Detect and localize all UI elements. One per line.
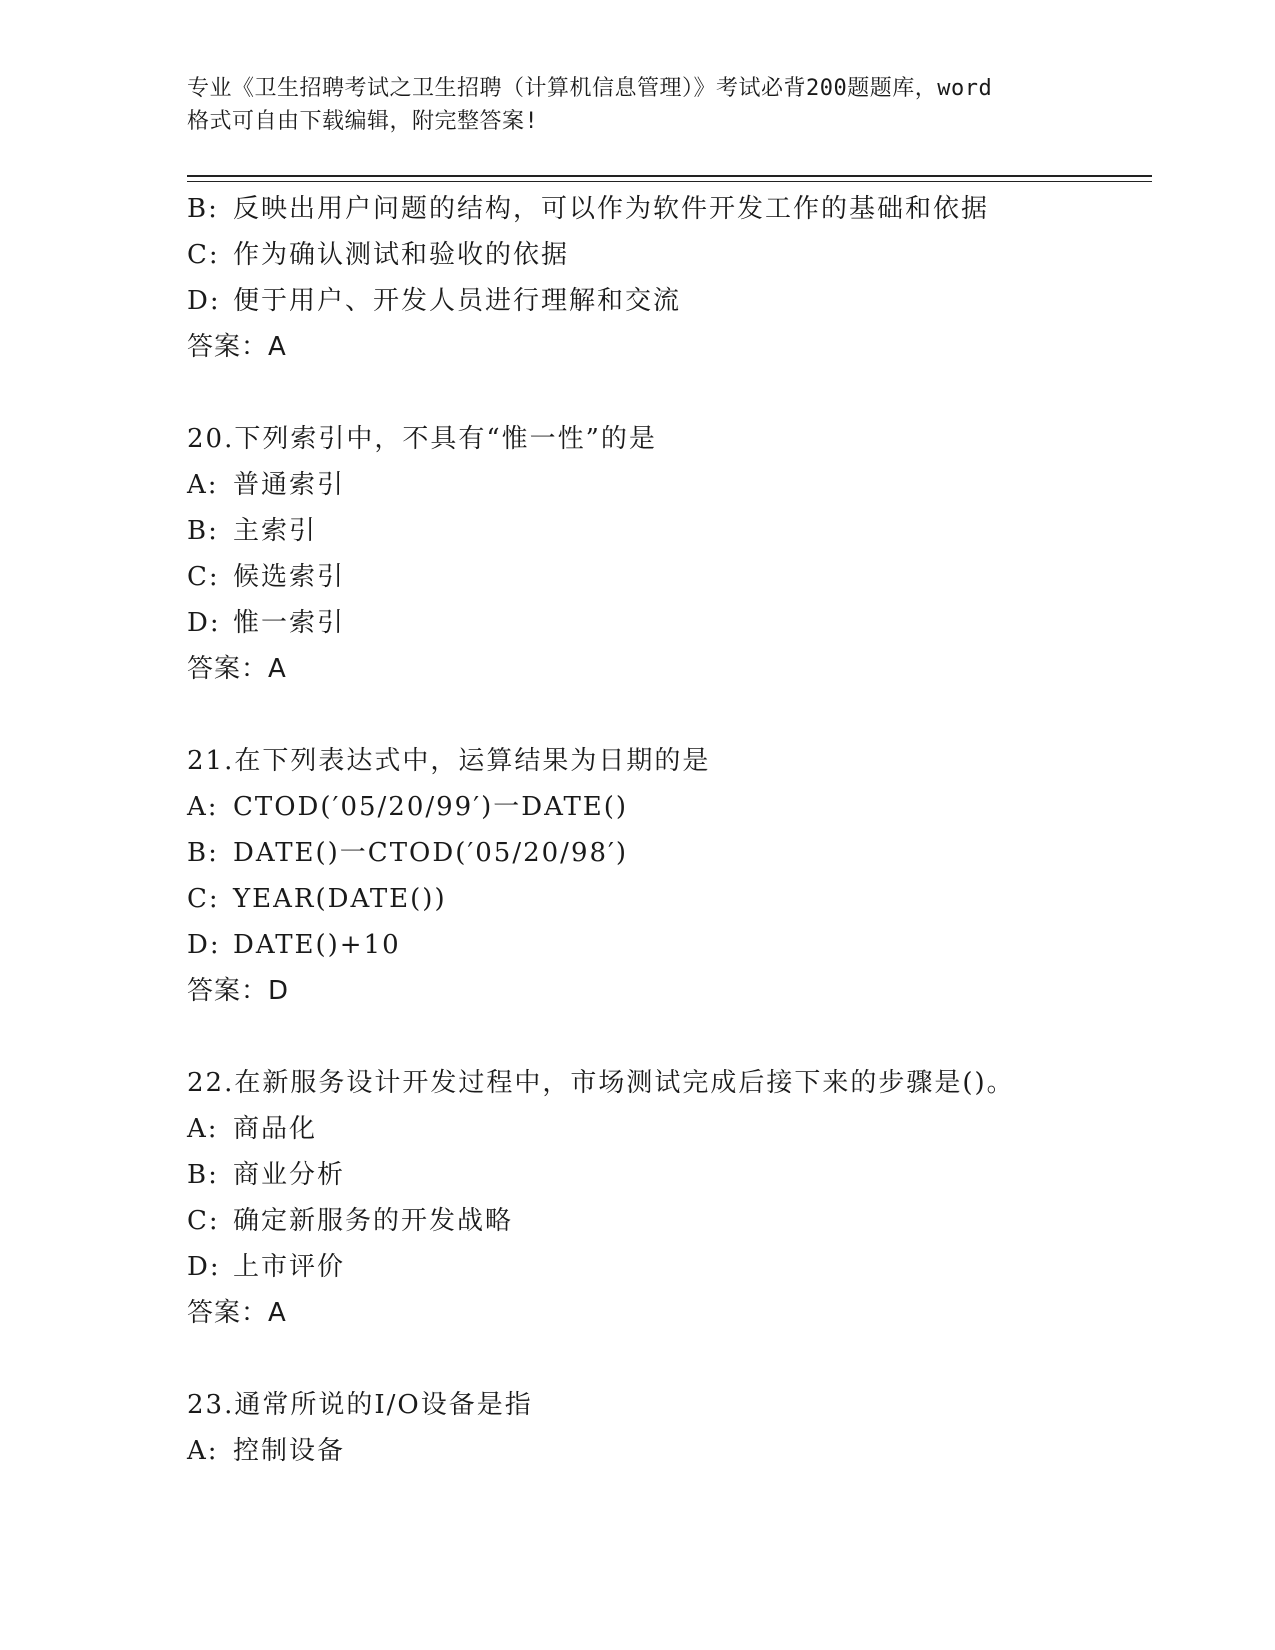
question-20 [187,416,1152,692]
question-21 [187,738,1152,1014]
header-line-2: 格式可自由下载编辑，附完整答案! [187,109,539,134]
option-a: A: CTOD(′05/20/99′)一DATE() [187,792,629,822]
option-b: B: 反映出用户问题的结构，可以作为软件开发工作的基础和依据 [187,194,990,224]
question-title: 22.在新服务设计开发过程中，市场测试完成后接下来的步骤是()。 [187,1068,1015,1098]
option-c: C: YEAR(DATE()) [187,884,447,914]
question-title: 23.通常所说的I/O设备是指 [187,1390,533,1420]
question-22 [187,1060,1152,1336]
option-b: B: 主索引 [187,516,318,546]
question-list [187,186,1152,1474]
answer-line: 答案：A [187,332,287,362]
option-d: D: DATE()+10 [187,930,401,960]
answer-line: 答案：D [187,976,290,1006]
document-header [187,72,1087,138]
option-b: B: DATE()一CTOD(′05/20/98′) [187,838,629,868]
option-c: C: 候选索引 [187,562,346,592]
question-19-continued [187,186,1152,370]
option-a: A: 商品化 [187,1114,318,1144]
question-23 [187,1382,1152,1474]
answer-line: 答案：A [187,654,287,684]
option-d: D: 便于用户、开发人员进行理解和交流 [187,286,682,316]
option-b: B: 商业分析 [187,1160,346,1190]
option-d: D: 惟一索引 [187,608,346,638]
option-c: C: 确定新服务的开发战略 [187,1206,514,1236]
header-line-1: 专业《卫生招聘考试之卫生招聘（计算机信息管理）》考试必背200题题库，word [187,76,993,101]
question-title: 20.下列索引中，不具有“惟一性”的是 [187,424,657,454]
option-a: A: 控制设备 [187,1436,346,1466]
option-c: C: 作为确认测试和验收的依据 [187,240,570,270]
answer-line: 答案：A [187,1298,287,1328]
header-divider-thick [187,175,1152,177]
header-divider-thin [187,181,1152,182]
option-d: D: 上市评价 [187,1252,346,1282]
question-title: 21.在下列表达式中，运算结果为日期的是 [187,746,711,776]
option-a: A: 普通索引 [187,470,346,500]
